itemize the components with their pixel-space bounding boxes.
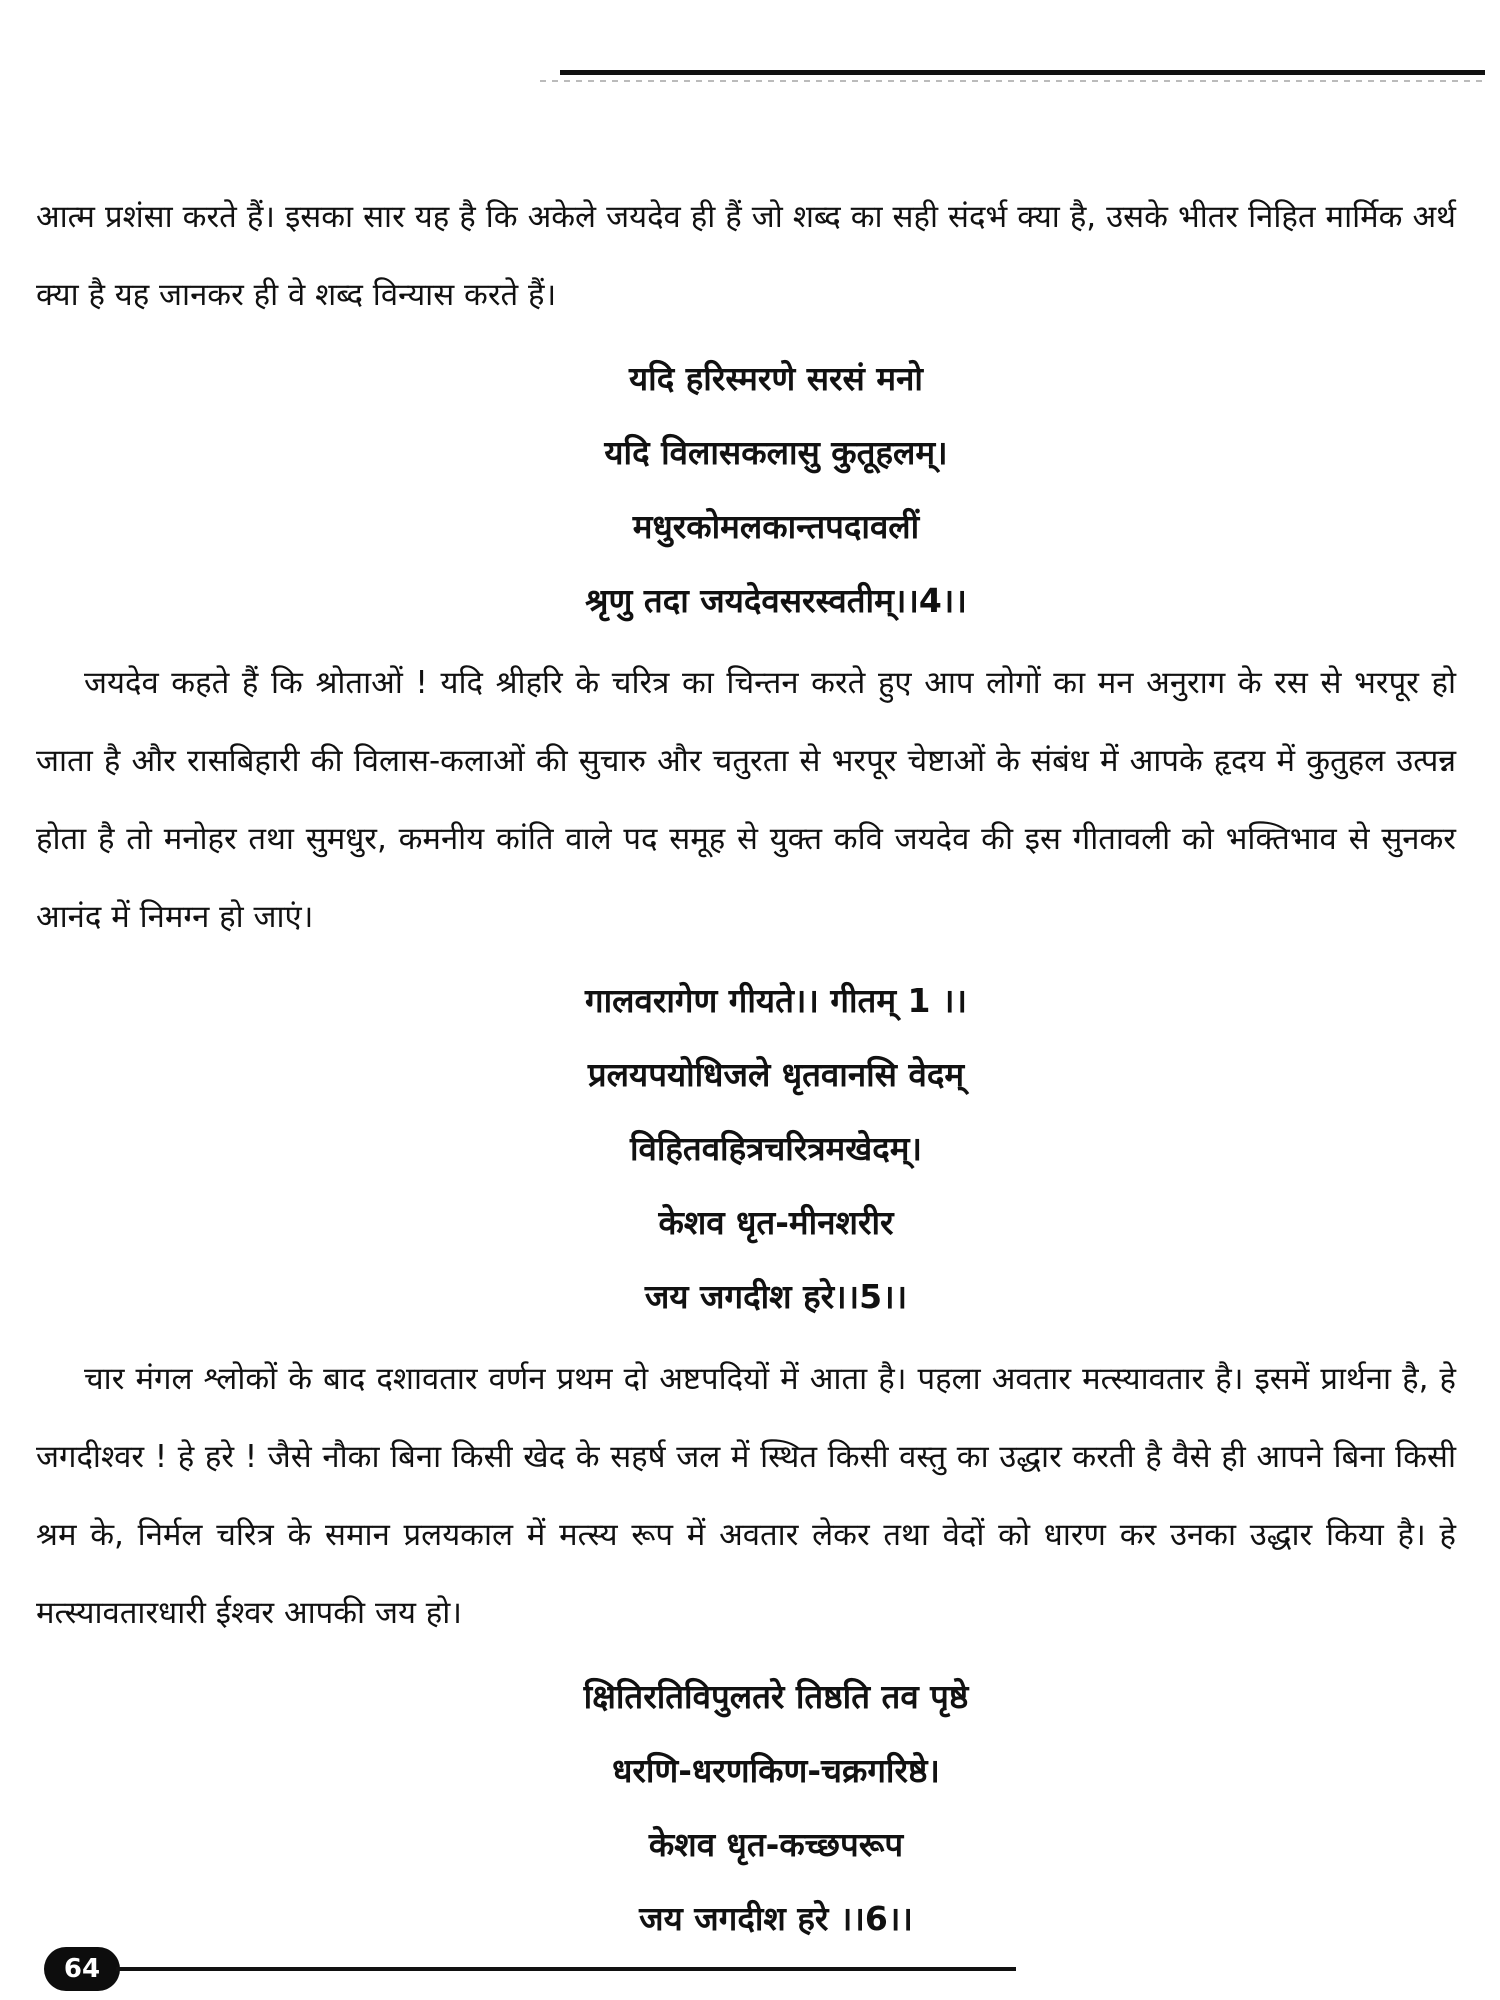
verse-line: धरणि-धरणकिण-चक्रगरिष्ठे। xyxy=(612,1751,940,1790)
verse-line: जय जगदीश हरे।।5।। xyxy=(644,1277,908,1316)
top-rule-shadow xyxy=(540,80,1485,82)
page-number: 64 xyxy=(44,1947,120,1991)
paragraph-1: आत्म प्रशंसा करते हैं। इसका सार यह है कि अकेले जयदेव ही हैं जो शब्द का सही संदर्भ क्या है, उसके भीतर निहित मार्मिक अर्थ क्या है यह जानकर ही वे शब्द विन्यास करते हैं। xyxy=(36,199,1456,313)
bottom-rule xyxy=(116,1967,1016,1971)
top-rule xyxy=(560,70,1485,75)
page-body xyxy=(36,178,1456,1962)
verse-line: केशव धृत-मीनशरीर xyxy=(658,1203,894,1242)
verse-line: जय जगदीश हरे ।।6।। xyxy=(639,1899,913,1938)
paragraph-2: जयदेव कहते हैं कि श्रोताओं ! यदि श्रीहरि के चरित्र का चिन्तन करते हुए आप लोगों का मन अनुराग के रस से भरपूर हो जाता है और रासबिहारी की विलास-कलाओं की सुचारु और चतुरता से भरपूर चेष्टाओं के संबंध में आपके हृदय में कुतुहल उत्पन्न होता है तो मनोहर तथा सुमधुर, कमनीय कांति वाले पद समूह से युक्त कवि जयदेव की इस गीतावली को भक्तिभाव से सुनकर आनंद में निमग्न हो जाएं। xyxy=(36,665,1456,935)
verse-line: प्रलयपयोधिजले धृतवानसि वेदम् xyxy=(587,1055,965,1094)
verse-block-5 xyxy=(36,956,1456,1340)
verse-block-6 xyxy=(36,1652,1456,1962)
paragraph-3: चार मंगल श्लोकों के बाद दशावतार वर्णन प्रथम दो अष्टपदियों में आता है। पहला अवतार मत्स्यावतार है। इसमें प्रार्थना है, हे जगदीश्वर ! हे हरे ! जैसे नौका बिना किसी खेद के सहर्ष जल में स्थित किसी वस्तु का उद्धार करती है वैसे ही आपने बिना किसी श्रम के, निर्मल चरित्र के समान प्रलयकाल में मत्स्य रूप में अवतार लेकर तथा वेदों को धारण कर उनका उद्धार किया है। हे मत्स्यावतारधारी ईश्वर आपकी जय हो। xyxy=(36,1361,1456,1631)
verse-block-4 xyxy=(36,334,1456,644)
verse-line: मधुरकोमलकान्तपदावलीं xyxy=(632,507,920,546)
verse-line: यदि हरिस्मरणे सरसं मनो xyxy=(629,359,923,398)
verse-line: यदि विलासकलासु कुतूहलम्। xyxy=(604,433,948,472)
song-heading: गालवरागेण गीयते।। गीतम् 1 ।। xyxy=(584,981,968,1020)
verse-line: केशव धृत-कच्छपरूप xyxy=(648,1825,904,1864)
verse-line: क्षितिरतिविपुलतरे तिष्ठति तव पृष्ठे xyxy=(583,1677,969,1716)
verse-line: विहितवहित्रचरित्रमखेदम्। xyxy=(629,1129,923,1168)
verse-line: श्रृणु तदा जयदेवसरस्वतीम्।।4।। xyxy=(585,581,967,620)
